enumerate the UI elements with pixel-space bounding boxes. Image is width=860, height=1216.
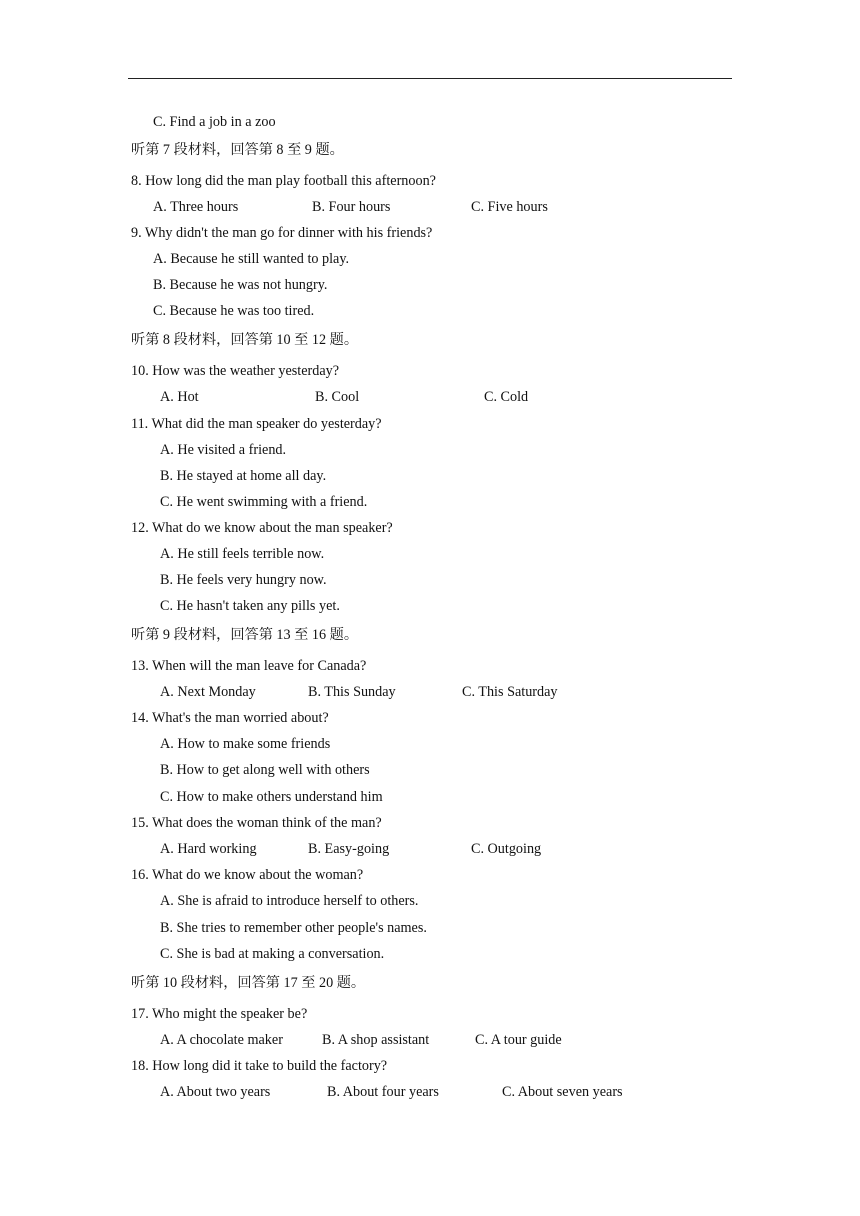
option-c: C. A tour guide [475, 1032, 562, 1048]
section-heading: 听第 9 段材料，回答第 13 至 16 题。 [131, 627, 359, 643]
option-c: C. This Saturday [462, 684, 558, 700]
option-a: A. How to make some friends [160, 736, 331, 752]
option-a: A. Next Monday [160, 684, 256, 700]
option-c: C. Find a job in a zoo [153, 114, 276, 130]
section-heading: 听第 10 段材料，回答第 17 至 20 题。 [131, 975, 366, 991]
option-c: C. Five hours [471, 199, 548, 215]
option-c: C. Cold [484, 389, 529, 405]
option-b: B. She tries to remember other people's names. [160, 920, 427, 936]
option-c: C. Outgoing [471, 841, 542, 857]
option-a: A. Hot [160, 389, 199, 405]
section-heading: 听第 7 段材料，回答第 8 至 9 题。 [131, 142, 344, 158]
option-a: A. Hard working [160, 841, 257, 857]
question-9: 9. Why didn't the man go for dinner with his friends? [131, 225, 433, 241]
question-13: 13. When will the man leave for Canada? [131, 658, 367, 674]
option-a: A. About two years [160, 1084, 271, 1100]
question-17: 17. Who might the speaker be? [131, 1006, 308, 1022]
option-a: A. Because he still wanted to play. [153, 251, 350, 267]
question-14: 14. What's the man worried about? [131, 710, 329, 726]
option-c: C. About seven years [502, 1084, 623, 1100]
question-18: 18. How long did it take to build the factory? [131, 1058, 388, 1074]
option-c: C. He went swimming with a friend. [160, 494, 368, 510]
header-rule [128, 78, 732, 79]
option-a: A. Three hours [153, 199, 239, 215]
option-c: C. How to make others understand him [160, 789, 383, 805]
option-a: A. He visited a friend. [160, 442, 287, 458]
option-b: B. Easy-going [308, 841, 390, 857]
question-10: 10. How was the weather yesterday? [131, 363, 340, 379]
option-b: B. This Sunday [308, 684, 396, 700]
option-a: A. He still feels terrible now. [160, 546, 325, 562]
option-b: B. About four years [327, 1084, 439, 1100]
option-b: B. Four hours [312, 199, 391, 215]
option-c: C. She is bad at making a conversation. [160, 946, 385, 962]
option-b: B. He feels very hungry now. [160, 572, 327, 588]
question-11: 11. What did the man speaker do yesterday? [131, 416, 382, 432]
question-8: 8. How long did the man play football this afternoon? [131, 173, 436, 189]
option-a: A. A chocolate maker [160, 1032, 283, 1048]
question-15: 15. What does the woman think of the man? [131, 815, 382, 831]
question-12: 12. What do we know about the man speaker? [131, 520, 393, 536]
option-b: B. Cool [315, 389, 360, 405]
option-b: B. Because he was not hungry. [153, 277, 328, 293]
option-c: C. Because he was too tired. [153, 303, 315, 319]
option-c: C. He hasn't taken any pills yet. [160, 598, 340, 614]
option-b: B. A shop assistant [322, 1032, 430, 1048]
question-16: 16. What do we know about the woman? [131, 867, 364, 883]
option-b: B. How to get along well with others [160, 762, 370, 778]
option-b: B. He stayed at home all day. [160, 468, 327, 484]
option-a: A. She is afraid to introduce herself to others. [160, 893, 419, 909]
section-heading: 听第 8 段材料，回答第 10 至 12 题。 [131, 332, 359, 348]
